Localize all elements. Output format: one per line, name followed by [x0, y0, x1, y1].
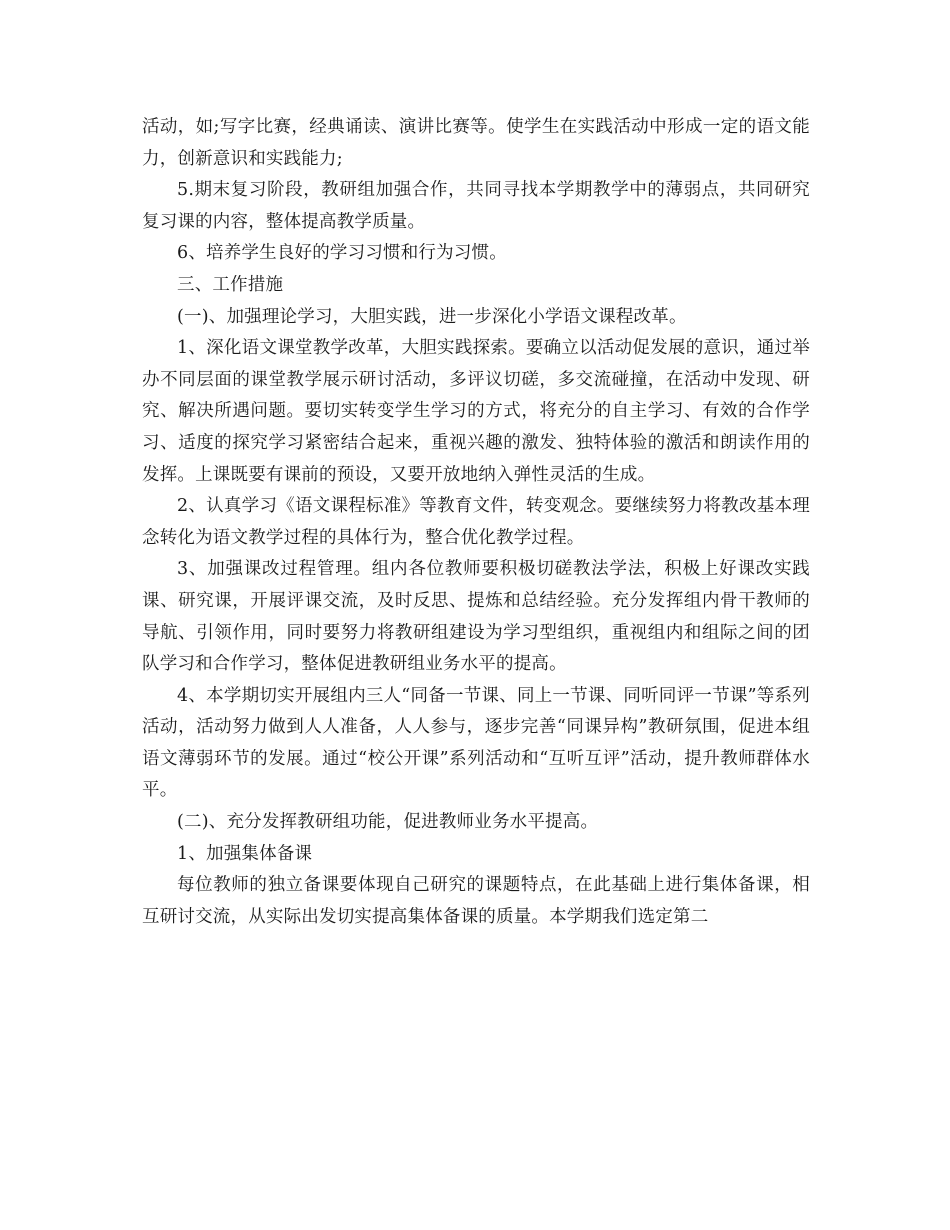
paragraph: 每位教师的独立备课要体现自己研究的课题特点，在此基础上进行集体备课，相互研讨交流，从实际出发切实提高集体备课的质量。本学期我们选定第二	[142, 875, 810, 927]
subsection-heading: (一)、加强理论学习，大胆实践，进一步深化小学语文课程改革。	[177, 306, 687, 327]
paragraph: 3、加强课改过程管理。组内各位教师要积极切磋教法学法，积极上好课改实践课、研究课，开展评课交流，及时反思、提炼和总结经验。充分发挥组内骨干教师的导航、引领作用，同时要努力将教研组建设为学习型组织，重视组内和组际之间的团队学习和合作学习，整体促进教研组业务水平的提高。	[142, 559, 810, 675]
paragraph: 6、培养学生良好的学习习惯和行为习惯。	[177, 243, 507, 264]
paragraph: 活动，如;写字比赛，经典诵读、演讲比赛等。使学生在实践活动中形成一定的语文能力，创新意识和实践能力;	[142, 117, 810, 169]
section-heading: 三、工作措施	[177, 274, 284, 295]
paragraph: 2、认真学习《语文课程标准》等教育文件，转变观念。要继续努力将教改基本理念转化为语文教学过程的具体行为，整合优化教学过程。	[142, 496, 810, 548]
paragraph: 4、本学期切实开展组内三人“同备一节课、同上一节课、同听同评一节课”等系列活动，活动努力做到人人准备，人人参与，逐步完善“同课异构”教研氛围，促进本组语文薄弱环节的发展。通过“校公开课”系列活动和“互听互评”活动，提升教师群体水平。	[142, 685, 810, 801]
paragraph: 1、深化语文课堂教学改革，大胆实践探索。要确立以活动促发展的意识，通过举办不同层面的课堂教学展示研讨活动，多评议切磋，多交流碰撞，在活动中发现、研究、解决所遇问题。要切实转变学生学习的方式，将充分的自主学习、有效的合作学习、适度的探究学习紧密结合起来，重视兴趣的激发、独特体验的激活和朗读作用的发挥。上课既要有课前的预设，又要开放地纳入弹性灵活的生成。	[142, 338, 810, 485]
subsection-heading: (二)、充分发挥教研组功能，促进教师业务水平提高。	[177, 812, 599, 833]
item-heading: 1、加强集体备课	[177, 843, 313, 864]
document-page	[142, 112, 810, 933]
paragraph: 5.期末复习阶段，教研组加强合作，共同寻找本学期教学中的薄弱点，共同研究复习课的内容，整体提高教学质量。	[142, 180, 810, 232]
